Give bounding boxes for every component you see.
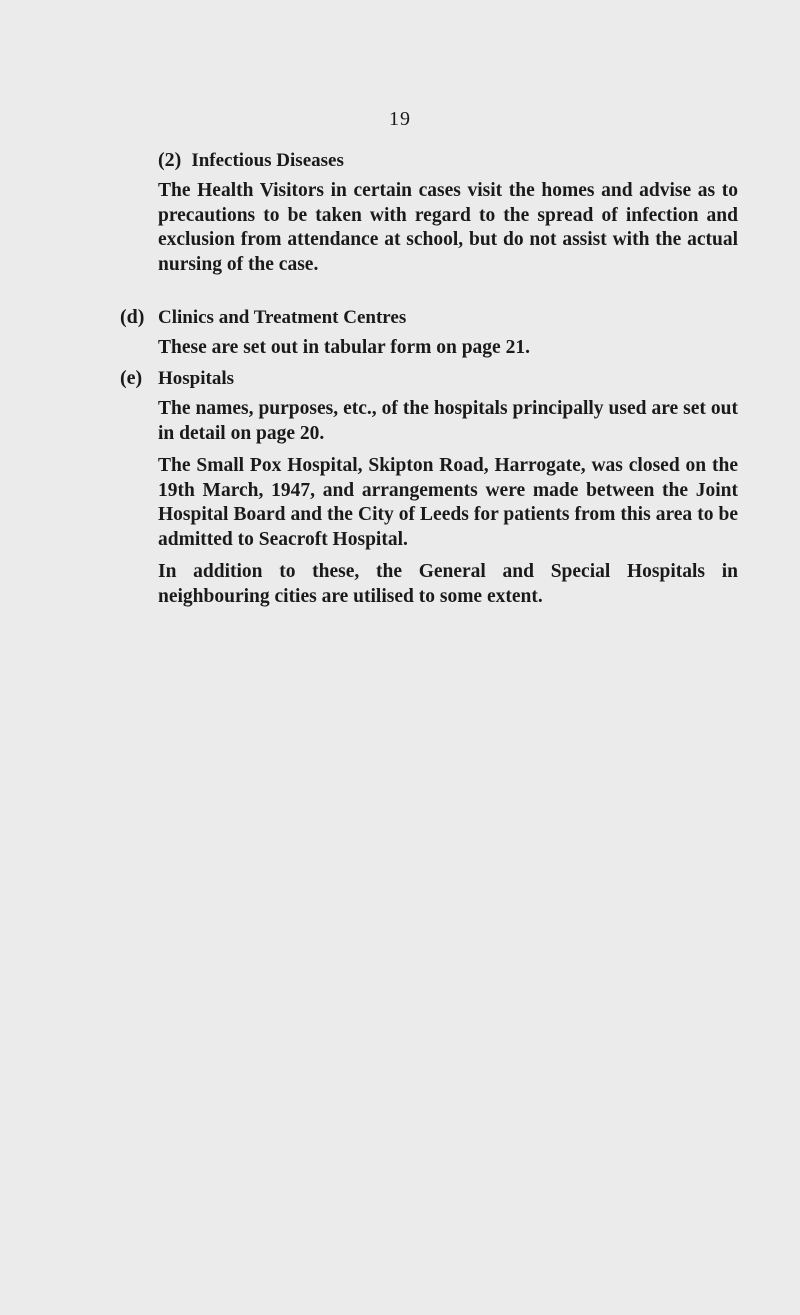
- paragraph: The Small Pox Hospital, Skipton Road, Harrogate, was closed on the 19th March, 1947, and arrangements were made between the Joint Hospital Board and the City of Leeds for patients from this area to be admitted to Seacroft Hospital.: [158, 455, 738, 550]
- paragraph: These are set out in tabular form on page 21.: [158, 337, 530, 358]
- section-label: (e): [120, 367, 143, 389]
- section-heading: [158, 148, 738, 173]
- page-number: 19: [389, 108, 411, 130]
- section-hospitals: [120, 367, 738, 617]
- section-infectious-diseases: [158, 148, 738, 285]
- section-clinics: [120, 306, 738, 369]
- section-label: (2): [158, 149, 182, 171]
- paragraph: In addition to these, the General and Special Hospitals in neighbouring cities are utilised to some extent.: [158, 561, 738, 607]
- section-title: Clinics and Treatment Centres: [158, 307, 407, 328]
- section-title: Infectious Diseases: [191, 150, 344, 171]
- paragraph: The Health Visitors in certain cases visit the homes and advise as to precautions to be taken with regard to the spread of infection and exclusion from attendance at school, but do not assist with the actual nursing of the case.: [158, 180, 738, 275]
- paragraph: The names, purposes, etc., of the hospitals principally used are set out in detail on page 20.: [158, 398, 738, 444]
- section-label: (d): [120, 306, 145, 328]
- section-title: Hospitals: [158, 368, 235, 389]
